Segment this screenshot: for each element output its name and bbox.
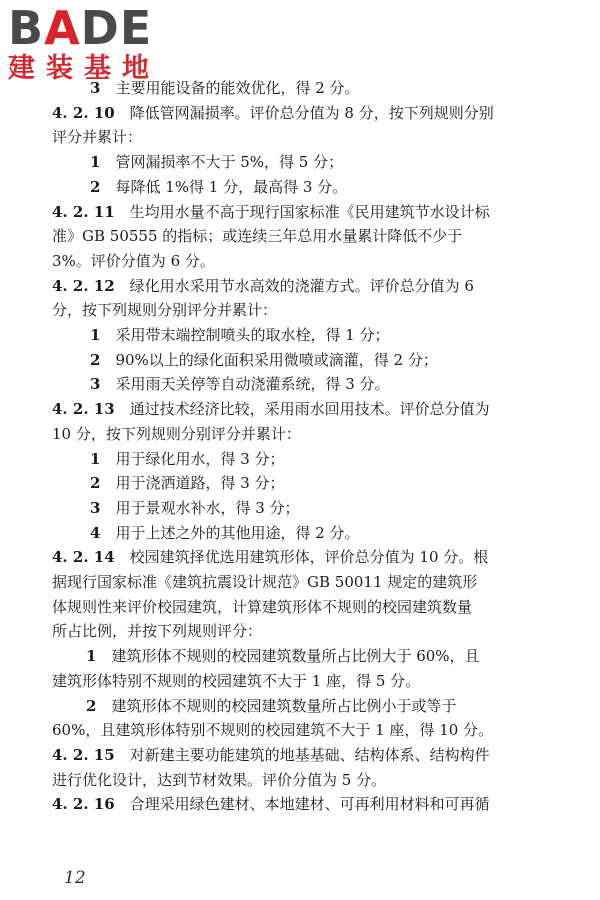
text-line [52, 570, 542, 595]
line-text: 建筑形体不规则的校园建筑数量所占比例大于 60%，且 [111, 647, 480, 666]
document-body [52, 76, 542, 817]
line-text: 3%。评价分值为 6 分。 [52, 251, 215, 270]
item-number: 3 [90, 79, 101, 97]
clause-line [52, 200, 542, 225]
logo-subtitle: 建装基地 [8, 53, 160, 84]
line-text: 90%以上的绿化面积采用微喷或滴灌，得 2 分； [115, 350, 438, 369]
item-number: 1 [90, 326, 101, 345]
clause-number: 4. 2. 10 [52, 103, 115, 122]
item-line [52, 323, 542, 348]
line-text: 建筑形体特别不规则的校园建筑不大于 1 座，得 5 分。 [52, 671, 421, 690]
line-text: 10 分，按下列规则分别评分并累计： [52, 424, 301, 443]
clause-line [52, 101, 542, 126]
item-line [52, 447, 542, 472]
clause-line [52, 397, 542, 422]
text-line [52, 125, 542, 150]
line-text: 据现行国家标准《建筑抗震设计规范》GB 50011 规定的建筑形 [52, 573, 478, 592]
line-text: 体规则性来评价校园建筑，计算建筑形体不规则的校园建筑数量 [52, 597, 473, 616]
clause-number: 4. 2. 13 [52, 400, 115, 419]
line-text: 60%，且建筑形体特别不规则的校园建筑不大于 1 座，得 10 分。 [52, 721, 494, 740]
clause-line [52, 792, 542, 817]
item-number: 2 [90, 177, 101, 196]
item-number: 2 [86, 696, 97, 715]
text-line [52, 224, 542, 249]
line-text: 用于上述之外的其他用途，得 2 分。 [115, 523, 360, 542]
text-line [52, 669, 542, 694]
item-number: 1 [90, 153, 101, 172]
clause-number: 4. 2. 14 [52, 548, 115, 567]
line-text: 采用带末端控制喷头的取水栓，得 1 分； [115, 326, 390, 345]
item-line [52, 496, 542, 521]
bade-logo [8, 1, 208, 84]
text-line [52, 422, 542, 447]
text-line [52, 595, 542, 620]
page-number: 12 [64, 868, 86, 888]
line-text: 采用雨天关停等自动浇灌系统，得 3 分。 [115, 375, 390, 394]
line-text: 用于景观水补水，得 3 分； [115, 498, 300, 517]
item-number: 1 [86, 647, 97, 666]
line-text: 合理采用绿色建材、本地建材、可再利用材料和可再循 [129, 795, 490, 814]
item-number: 1 [90, 449, 101, 468]
line-text: 管网漏损率不大于 5%，得 5 分； [115, 153, 344, 172]
item-line [52, 150, 542, 175]
item-number: 4 [90, 523, 101, 542]
line-text: 生均用水量不高于现行国家标准《民用建筑节水设计标 [129, 202, 490, 221]
line-text: 进行优化设计，达到节材效果。评价分值为 5 分。 [52, 770, 387, 789]
clause-line [52, 274, 542, 299]
item-number: 2 [90, 474, 101, 493]
text-line [52, 718, 542, 743]
line-text: 对新建主要功能建筑的地基基础、结构体系、结构构件 [129, 745, 490, 764]
text-line [52, 619, 542, 644]
line-text: 降低管网漏损率。评价总分值为 8 分，按下列规则分别 [129, 103, 494, 122]
line-text: 主要用能设备的能效优化，得 2 分。 [115, 79, 360, 97]
clause-number: 4. 2. 15 [52, 745, 115, 764]
clause-line [52, 545, 542, 570]
clause-number: 4. 2. 16 [52, 795, 115, 814]
item-line [52, 348, 542, 373]
line-text: 所占比例，并按下列规则评分： [52, 622, 263, 641]
item-line [52, 694, 542, 719]
item-line [52, 471, 542, 496]
clause-line [52, 743, 542, 768]
clause-number: 4. 2. 11 [52, 202, 115, 221]
item-line [52, 372, 542, 397]
line-text: 评分并累计： [52, 128, 143, 147]
line-text: 分，按下列规则分别评分并累计： [52, 301, 278, 320]
line-text: 用于绿化用水，得 3 分； [115, 449, 285, 468]
text-line [52, 249, 542, 274]
item-line [52, 644, 542, 669]
line-text: 建筑形体不规则的校园建筑数量所占比例小于或等于 [111, 696, 457, 715]
item-line [52, 175, 542, 200]
clause-number: 4. 2. 12 [52, 276, 115, 295]
item-line [52, 76, 542, 101]
item-number: 3 [90, 375, 101, 394]
line-text: 通过技术经济比较，采用雨水回用技术。评价总分值为 [129, 400, 490, 419]
item-line [52, 521, 542, 546]
line-text: 每降低 1%得 1 分，最高得 3 分。 [115, 177, 348, 196]
line-text: 绿化用水采用节水高效的浇灌方式。评价总分值为 6 [129, 276, 474, 295]
item-number: 2 [90, 350, 101, 369]
item-number: 3 [90, 498, 101, 517]
line-text: 准》GB 50555 的指标；或连续三年总用水量累计降低不少于 [52, 227, 463, 246]
line-text: 用于浇洒道路，得 3 分； [115, 474, 285, 493]
text-line [52, 298, 542, 323]
line-text: 校园建筑择优选用建筑形体，评价总分值为 10 分。根 [129, 548, 489, 567]
logo-wordmark: BADE [8, 1, 153, 55]
text-line [52, 768, 542, 793]
